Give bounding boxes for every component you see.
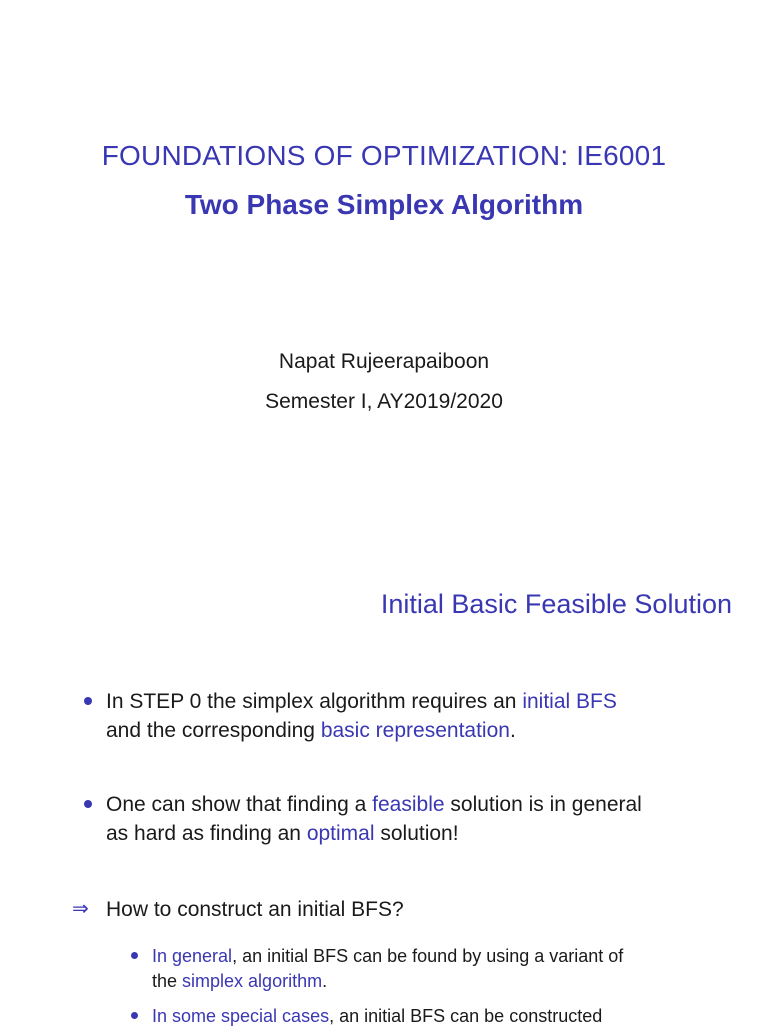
bullet-dot-icon	[84, 800, 92, 808]
bullet-text: One can show that finding a feasible solution is in general as hard as finding an optimal solution!	[106, 793, 642, 845]
bullet-feasible	[84, 790, 642, 848]
sub-bullet-text: In general, an initial BFS can be found by using a variant of the simplex algorithm.	[152, 946, 624, 991]
section-title: Initial Basic Feasible Solution	[380, 589, 732, 619]
highlight-initial-bfs: initial BFS	[522, 690, 617, 713]
bullet-dot-icon	[84, 697, 92, 705]
highlight-basic-representation: basic representation	[320, 719, 510, 742]
sub-bullet-dot-icon	[131, 1012, 138, 1019]
highlight-simplex-algorithm: simplex algorithm	[182, 971, 323, 991]
sub-bullet-special-cases	[131, 1004, 602, 1029]
implies-text: How to construct an initial BFS?	[106, 898, 404, 921]
highlight-in-general: In general	[152, 946, 233, 966]
sub-bullet-general	[131, 944, 623, 994]
course-title: FOUNDATIONS OF OPTIMIZATION: IE6001	[101, 140, 667, 171]
slide-title: Two Phase Simplex Algorithm	[184, 189, 584, 220]
highlight-optimal: optimal	[306, 822, 375, 845]
implies-arrow-icon: ⇒	[72, 898, 89, 920]
implies-line	[72, 895, 404, 924]
bullet-text: In STEP 0 the simplex algorithm requires an initial BFS and the corresponding basic representation.	[106, 690, 617, 742]
sub-bullet-text: In some special cases, an initial BFS can be constructed	[152, 1006, 603, 1026]
highlight-feasible: feasible	[372, 793, 445, 816]
highlight-special-cases: In some special cases	[152, 1006, 330, 1026]
author-name: Napat Rujeerapaiboon	[278, 350, 490, 373]
sub-bullet-dot-icon	[131, 952, 138, 959]
bullet-initial-bfs	[84, 687, 617, 745]
semester-label: Semester I, AY2019/2020	[265, 390, 503, 413]
